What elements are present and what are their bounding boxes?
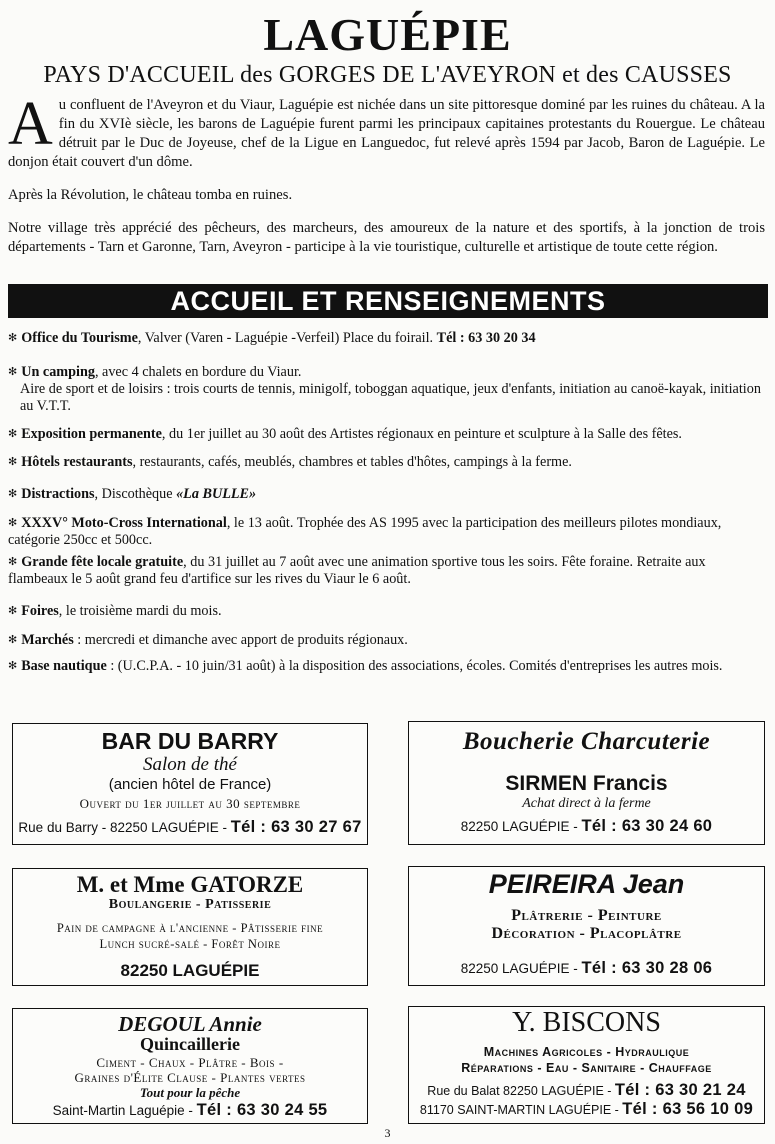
info-label: Hôtels restaurants <box>21 454 133 470</box>
info-item-office <box>8 330 765 347</box>
ad-tagline: Salon de thé <box>143 754 237 775</box>
bullet-star-icon: ✻ <box>8 456 18 468</box>
info-extra: Aire de sport et de loisirs : trois courts de tennis, minigolf, toboggan aquatique, jeux d'enfants, initiation au canoë-kayak, initiation au V.T.T. <box>20 381 761 414</box>
ad-trade: Boulangerie - Patisserie <box>108 897 272 912</box>
ad-bar-du-barry <box>12 723 368 845</box>
info-label: Base nautique <box>21 658 107 674</box>
info-text: : (U.C.P.A. - 10 juin/31 août) à la disposition des associations, écoles. Comités d'entreprises les autres mois. <box>106 658 723 674</box>
ad-line-2: Graines d'Élite Clause - Plantes vertes <box>74 1070 306 1085</box>
drop-cap: A <box>8 90 53 158</box>
bullet-star-icon: ✻ <box>8 634 18 646</box>
page-number: 3 <box>384 1126 391 1140</box>
ad-address: Saint-Martin Laguépie - Tél : 63 30 24 55 <box>52 1101 328 1119</box>
intro-paragraph-1 <box>8 90 765 172</box>
ad-line-1: Pain de campagne à l'ancienne - Pâtisserie fine <box>56 921 324 935</box>
ad-line-1: Plâtrerie - Peinture <box>511 907 662 924</box>
ad-address: 82250 LAGUÉPIE - Tél : 63 30 24 60 <box>460 817 713 835</box>
ad-former-name: (ancien hôtel de France) <box>108 776 272 793</box>
info-label: Office du Tourisme <box>21 330 138 346</box>
ad-phone: Tél : 63 30 24 55 <box>196 1101 328 1119</box>
info-item-exposition <box>8 426 765 443</box>
ad-line-2: Réparations - Eau - Sanitaire - Chauffage <box>461 1061 712 1075</box>
ad-phone-2: Tél : 63 56 10 09 <box>622 1100 754 1118</box>
ad-boucherie-charcuterie <box>408 721 765 845</box>
ad-name: BAR DU BARRY <box>101 728 279 754</box>
ad-name: PEIREIRA Jean <box>488 869 685 899</box>
info-text: , du 1er juillet au 30 août des Artistes régionaux en peinture et sculpture à la Salle des fêtes. <box>161 426 682 442</box>
info-label: Grande fête locale gratuite <box>21 554 184 570</box>
bullet-star-icon: ✻ <box>8 332 18 344</box>
info-item-distractions <box>8 486 765 503</box>
info-item-marches <box>8 632 765 649</box>
ad-name: Y. BISCONS <box>512 1007 661 1038</box>
bullet-star-icon: ✻ <box>8 428 18 440</box>
bullet-star-icon: ✻ <box>8 366 18 378</box>
info-label: Exposition permanente <box>21 426 162 442</box>
ad-gatorze <box>12 868 368 986</box>
bullet-star-icon: ✻ <box>8 517 18 529</box>
ad-line-1: Ciment - Chaux - Plâtre - Bois - <box>96 1055 284 1070</box>
ad-phone-1: Tél : 63 30 21 24 <box>614 1081 746 1099</box>
info-venue: «La BULLE» <box>176 486 257 502</box>
ad-address: Rue du Barry - 82250 LAGUÉPIE - Tél : 63 30 27 67 <box>18 818 362 836</box>
info-label: Distractions <box>21 486 95 502</box>
intro-paragraph-2: Après la Révolution, le château tomba en ruines. <box>8 187 293 203</box>
ad-line-3: Tout pour la pêche <box>139 1085 241 1100</box>
info-label: Foires <box>21 603 59 619</box>
ad-line-1: Machines Agricoles - Hydraulique <box>483 1045 690 1059</box>
info-text: , le troisième mardi du mois. <box>58 603 222 619</box>
info-phone: Tél : 63 30 20 34 <box>436 330 536 346</box>
ad-address-1: Rue du Balat 82250 LAGUÉPIE - Tél : 63 30 21 24 <box>427 1081 746 1099</box>
info-text: , avec 4 chalets en bordure du Viaur. <box>94 364 302 380</box>
bullet-star-icon: ✻ <box>8 605 18 617</box>
ad-phone: Tél : 63 30 28 06 <box>581 959 713 977</box>
ad-line-2: Décoration - Placoplâtre <box>491 925 682 942</box>
info-text: , Valver (Varen - Laguépie -Verfeil) Place du foirail. <box>137 330 437 346</box>
info-text: , du 31 juillet au 7 août avec une animation sportive tous les soirs. Fête foraine. Retraite aux flambeaux le 5 août grand feu d'artifice sur les rives du Viaur le 6 août. <box>8 554 706 587</box>
info-text: , le 13 août. Trophée des AS 1995 avec la participation des meilleurs pilotes mondiaux, catégorie 250cc et 500cc. <box>8 515 722 548</box>
info-item-camping <box>8 364 765 415</box>
section-banner: ACCUEIL ET RENSEIGNEMENTS <box>8 284 768 318</box>
bullet-star-icon: ✻ <box>8 488 18 500</box>
info-item-motocross <box>8 515 765 549</box>
intro-paragraph-1-text: u confluent de l'Aveyron et du Viaur, Laguépie est nichée dans un site pittoresque dominé par les ruines du château. A la fin du XVIè siècle, les barons de Laguépie furent parmi les principaux capitaines protestants du Rouergue. Le château détruit par le Duc de Joyeuse, chef de la Ligue en Languedoc, fut relevé après 1594 par Jacob, Baron de Laguépie. Le donjon était couvert d'un dôme. <box>8 97 765 170</box>
ad-line-2: Lunch sucré-salé - Forêt Noire <box>99 937 281 951</box>
ad-trade: Quincaillerie <box>140 1034 240 1054</box>
info-item-nautique <box>8 658 765 675</box>
ad-name: M. et Mme GATORZE <box>76 872 304 897</box>
info-text: , Discothèque <box>94 486 177 502</box>
ad-town: 82250 LAGUÉPIE <box>120 961 260 980</box>
ad-address: 82250 LAGUÉPIE - Tél : 63 30 28 06 <box>460 959 713 977</box>
intro-paragraph-3: Notre village très apprécié des pêcheurs, des marcheurs, des amoureux de la nature et des sportifs, à la jonction de trois départements - Tarn et Garonne, Tarn, Aveyron - participe à la vie touristique, culturelle et artistique de toute cette région. <box>8 220 765 255</box>
ad-name: DEGOUL Annie <box>118 1012 262 1036</box>
ad-owner: SIRMEN Francis <box>505 772 668 795</box>
page-title: LAGUÉPIE <box>263 9 512 60</box>
ad-phone: Tél : 63 30 27 67 <box>230 818 362 836</box>
info-text: : mercredi et dimanche avec apport de produits régionaux. <box>73 632 408 648</box>
ad-hours: Ouvert du 1er juillet au 30 septembre <box>79 796 301 811</box>
bullet-star-icon: ✻ <box>8 556 18 568</box>
ad-address-2: 81170 SAINT-MARTIN LAGUÉPIE - Tél : 63 56 10 09 <box>419 1100 754 1118</box>
ad-phone: Tél : 63 30 24 60 <box>581 817 713 835</box>
info-item-fete <box>8 554 765 588</box>
info-label: Marchés <box>21 632 74 648</box>
info-label: XXXV° Moto-Cross International <box>21 515 227 531</box>
ad-name: Boucherie Charcuterie <box>462 728 711 755</box>
page-subtitle: PAYS D'ACCUEIL des GORGES DE L'AVEYRON et des CAUSSES <box>43 62 732 88</box>
info-label: Un camping <box>21 364 95 380</box>
intro-text <box>8 90 765 271</box>
ad-degoul <box>12 1008 368 1124</box>
bullet-star-icon: ✻ <box>8 660 18 672</box>
ad-biscons <box>408 1006 765 1124</box>
info-text: , restaurants, cafés, meublés, chambres et tables d'hôtes, campings à la ferme. <box>132 454 572 470</box>
info-item-foires <box>8 603 765 620</box>
info-item-hotels <box>8 454 765 471</box>
ad-tagline: Achat direct à la ferme <box>522 796 651 811</box>
ad-peireira <box>408 866 765 986</box>
